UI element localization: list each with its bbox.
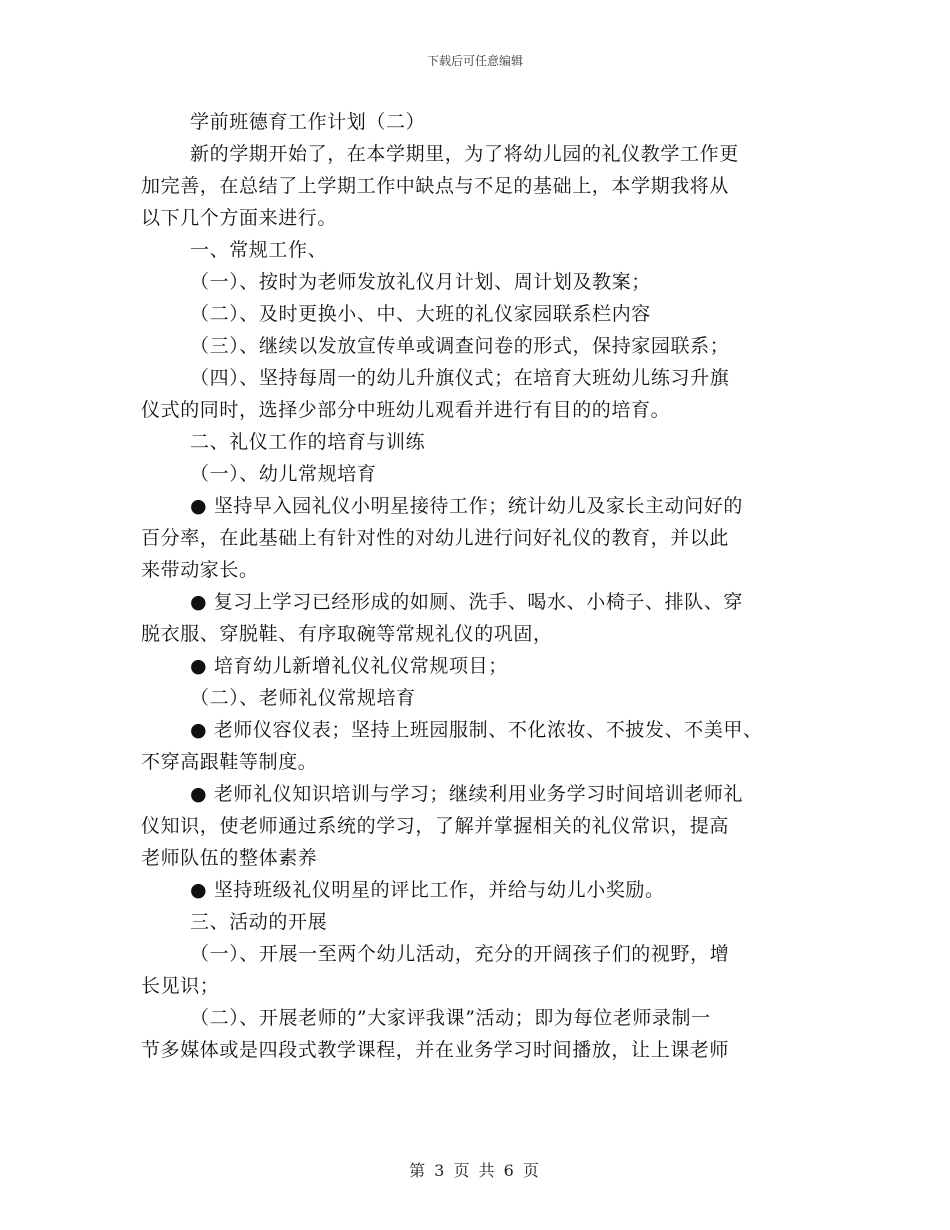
section-heading: 二、礼仪工作的培育与训练 xyxy=(190,431,426,453)
section-heading: 三、活动的开展 xyxy=(190,911,328,933)
paragraph-line: 脱衣服、穿脱鞋、有序取碗等常规礼仪的巩固， xyxy=(141,623,553,645)
bullet-item: ● 坚持早入园礼仪小明星接待工作；统计幼儿及家长主动问好的 xyxy=(190,495,744,517)
list-item: （四）、坚持每周一的幼儿升旗仪式；在培育大班幼儿练习升旗 xyxy=(190,367,730,389)
list-item: （三）、继续以发放宣传单或调查问卷的形式，保持家园联系； xyxy=(190,335,730,357)
paragraph-line: 百分率，在此基础上有针对性的对幼儿进行问好礼仪的教育，并以此 xyxy=(141,527,730,549)
doc-title: 学前班德育工作计划（二） xyxy=(190,111,426,133)
paragraph-line: 仪式的同时，选择少部分中班幼儿观看并进行有目的的培育。 xyxy=(141,399,671,421)
paragraph-line: 老师队伍的整体素养 xyxy=(141,847,318,869)
list-item: （一）、按时为老师发放礼仪月计划、周计划及教案； xyxy=(190,271,651,293)
page-header: 下载后可任意编辑 xyxy=(426,54,523,68)
paragraph-line: 新的学期开始了，在本学期里，为了将幼儿园的礼仪教学工作更 xyxy=(190,143,739,165)
paragraph-line: 节多媒体或是四段式教学课程，并在业务学习时间播放，让上课老师 xyxy=(141,1039,730,1061)
bullet-item: ● 老师仪容仪表；坚持上班园服制、不化浓妆、不披发、不美甲、 xyxy=(190,719,763,741)
paragraph-line: 长见识； xyxy=(141,975,220,997)
section-heading: 一、常规工作、 xyxy=(190,239,328,261)
bullet-item: ● 坚持班级礼仪明星的评比工作，并给与幼儿小奖励。 xyxy=(190,879,665,901)
bullet-item: ● 老师礼仪知识培训与学习；继续利用业务学习时间培训老师礼 xyxy=(190,783,744,805)
list-item: （二）、及时更换小、中、大班的礼仪家园联系栏内容 xyxy=(190,303,651,325)
list-item: （二）、开展老师的”大家评我课”活动；即为每位老师录制一 xyxy=(190,1007,711,1029)
list-item: （一）、开展一至两个幼儿活动，充分的开阔孩子们的视野，增 xyxy=(190,943,730,965)
bullet-item: ● 培育幼儿新增礼仪礼仪常规项目； xyxy=(190,655,508,677)
bullet-item: ● 复习上学习已经形成的如厕、洗手、喝水、小椅子、排队、穿 xyxy=(190,591,744,613)
subsection-heading: （二）、老师礼仪常规培育 xyxy=(190,687,416,709)
subsection-heading: （一）、幼儿常规培育 xyxy=(190,463,377,485)
paragraph-line: 以下几个方面来进行。 xyxy=(141,207,338,229)
paragraph-line: 不穿高跟鞋等制度。 xyxy=(141,751,318,773)
page-footer: 第 3 页 共 6 页 xyxy=(409,1161,541,1180)
paragraph-line: 加完善，在总结了上学期工作中缺点与不足的基础上，本学期我将从 xyxy=(141,175,730,197)
paragraph-line: 来带动家长。 xyxy=(141,559,259,581)
paragraph-line: 仪知识，使老师通过系统的学习，了解并掌握相关的礼仪常识，提高 xyxy=(141,815,730,837)
